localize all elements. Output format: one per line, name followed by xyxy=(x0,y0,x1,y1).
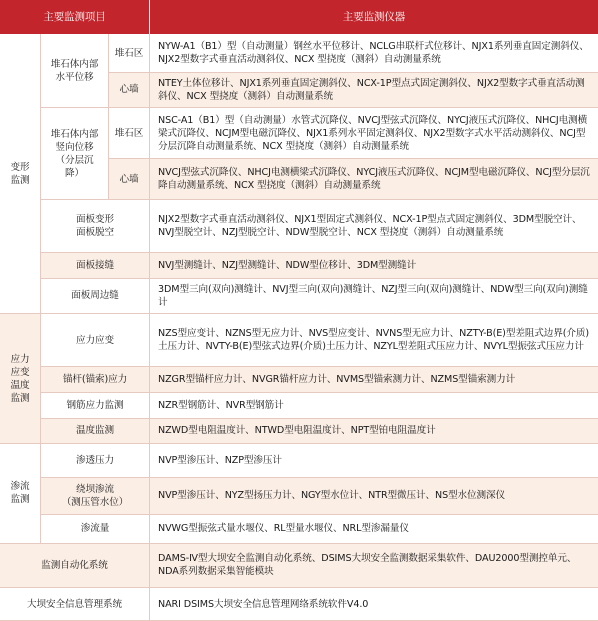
item-panel-joint: 面板接缝 xyxy=(41,252,149,278)
divider xyxy=(108,34,109,199)
item-seepage-flow: 渗流量 xyxy=(41,514,149,543)
divider xyxy=(40,477,598,478)
instruments-perimeter-joint: 3DM型三向(双向)测缝计、NVJ型三向(双向)测缝计、NZJ型三向(双向)测缝计、NDW型三向(双向)测缝计 xyxy=(150,278,598,313)
divider xyxy=(0,443,598,444)
divider xyxy=(40,418,598,419)
instruments-automation: DAMS-Ⅳ型大坝安全监测自动化系统、DSIMS大坝安全监测数据采集软件、DAU2000型测控单元、NDA系列数据采集智能模块 xyxy=(150,543,598,587)
divider xyxy=(40,199,598,200)
item-rockfill-vertical: 堆石体内部 竖向位移 （分层沉 降） xyxy=(41,108,108,199)
item-temperature: 温度监测 xyxy=(41,418,149,443)
instruments-rebar: NZR型钢筋计、NVR型钢筋计 xyxy=(150,392,598,418)
divider xyxy=(40,392,598,393)
instruments-info-mgmt: NARI DSIMS大坝安全信息管理网络系统软件V4.0 xyxy=(150,587,598,621)
divider xyxy=(149,34,150,621)
divider xyxy=(40,34,41,543)
divider xyxy=(40,514,598,515)
group-stress: 应力 应变 温度 监测 xyxy=(0,314,40,443)
divider xyxy=(108,158,598,159)
instruments-temperature: NZWD型电阻温度计、NTWD型电阻温度计、NPT型铂电阻温度计 xyxy=(150,418,598,443)
divider xyxy=(40,278,598,279)
item-panel-deform: 面板变形 面板脱空 xyxy=(41,200,149,252)
item-stress-strain: 应力应变 xyxy=(41,314,149,366)
group-deformation: 变形 监测 xyxy=(0,34,40,313)
divider xyxy=(40,107,598,108)
item-rebar: 钢筋应力监测 xyxy=(41,392,149,418)
item-perimeter-joint: 面板周边缝 xyxy=(41,278,149,313)
instruments-rockfill-vertical-core: NVCJ型弦式沉降仪、NHCJ电测横梁式沉降仪、NYCJ液压式沉降仪、NCJM型电磁沉降仪、NCJ型分层沉降自动测量系统、NCX 型挠度（测斜）自动测量系统 xyxy=(150,159,598,199)
divider xyxy=(0,587,598,588)
divider xyxy=(40,252,598,253)
item-automation: 监测自动化系统 xyxy=(0,543,149,587)
instruments-seepage-pressure: NVP型渗压计、NZP型渗压计 xyxy=(150,443,598,477)
divider xyxy=(149,72,598,73)
zone-core: 心墙 xyxy=(109,159,149,199)
divider xyxy=(0,313,598,314)
instruments-around-dam: NVP型渗压计、NYZ型扬压力计、NGY型水位计、NTR型微压计、NS型水位测深仪 xyxy=(150,477,598,514)
divider xyxy=(108,72,149,73)
header-instrument: 主要监测仪器 xyxy=(150,0,598,34)
zone-rockfill: 堆石区 xyxy=(109,108,149,158)
item-info-mgmt: 大坝安全信息管理系统 xyxy=(0,587,149,621)
instruments-anchor: NZGR型锚杆应力计、NVGR锚杆应力计、NVMS型锚索测力计、NZMS型锚索测力计 xyxy=(150,366,598,392)
divider xyxy=(0,543,598,544)
instruments-stress-strain: NZS型应变计、NZNS型无应力计、NVS型应变计、NVNS型无应力计、NZTY-B(E)型差阻式边界(介质)土压力计、NVTY-B(E)型弦式边界(介质)土压力计、NZYL型差阻式压应力计、NVYL型振弦式压应力计 xyxy=(150,314,598,366)
zone-core: 心墙 xyxy=(109,72,149,107)
item-rockfill-horizontal: 堆石体内部 水平位移 xyxy=(41,34,108,107)
instruments-seepage-flow: NVWG型振弦式量水堰仪、RL型量水堰仪、NRL型渗漏量仪 xyxy=(150,514,598,543)
header-item: 主要监测项目 xyxy=(0,0,149,34)
instruments-rockfill-vertical-rockfill: NSC-A1（B1）型（自动测量）水管式沉降仪、NVCJ型弦式沉降仪、NYCJ液压式沉降仪、NHCJ电测横梁式沉降仪、NCJM型电磁沉降仪、NJX1系列水平固定测斜仪、NJX2型数字式水平活动测斜仪、NCJ型分层沉降自动测量系统、NCX 型挠度（测斜）自动测量系统 xyxy=(150,108,598,158)
item-anchor: 锚杆(锚索)应力 xyxy=(41,366,149,392)
instruments-rockfill-horizontal-rockfill: NYW-A1（B1）型（自动测量）钢丝水平位移计、NCLG串联杆式位移计、NJX1系列垂直固定测斜仪、NJX2型数字式垂直活动测斜仪、NCX 型挠度（测斜）自动测量系统 xyxy=(150,34,598,72)
instruments-rockfill-horizontal-core: NTEY土体位移计、NJX1系列垂直固定测斜仪、NCX-1P型点式固定测斜仪、NJX2型数字式垂直活动测斜仪、NCX 型挠度（测斜）自动测量系统 xyxy=(150,72,598,107)
divider xyxy=(40,366,598,367)
zone-rockfill: 堆石区 xyxy=(109,34,149,72)
item-around-dam: 绕坝渗流 （测压管水位） xyxy=(41,477,149,514)
instruments-panel-joint: NVJ型测缝计、NZJ型测缝计、NDW型位移计、3DM型测缝计 xyxy=(150,252,598,278)
group-seepage: 渗流 监测 xyxy=(0,443,40,543)
instruments-panel-deform: NJX2型数字式垂直活动测斜仪、NJX1型固定式测斜仪、NCX-1P型点式固定测斜仪、3DM型脱空计、NVJ型脱空计、NZJ型脱空计、NDW型脱空计、NCX 型挠度（测斜）自动测量系统 xyxy=(150,200,598,252)
item-seepage-pressure: 渗透压力 xyxy=(41,443,149,477)
